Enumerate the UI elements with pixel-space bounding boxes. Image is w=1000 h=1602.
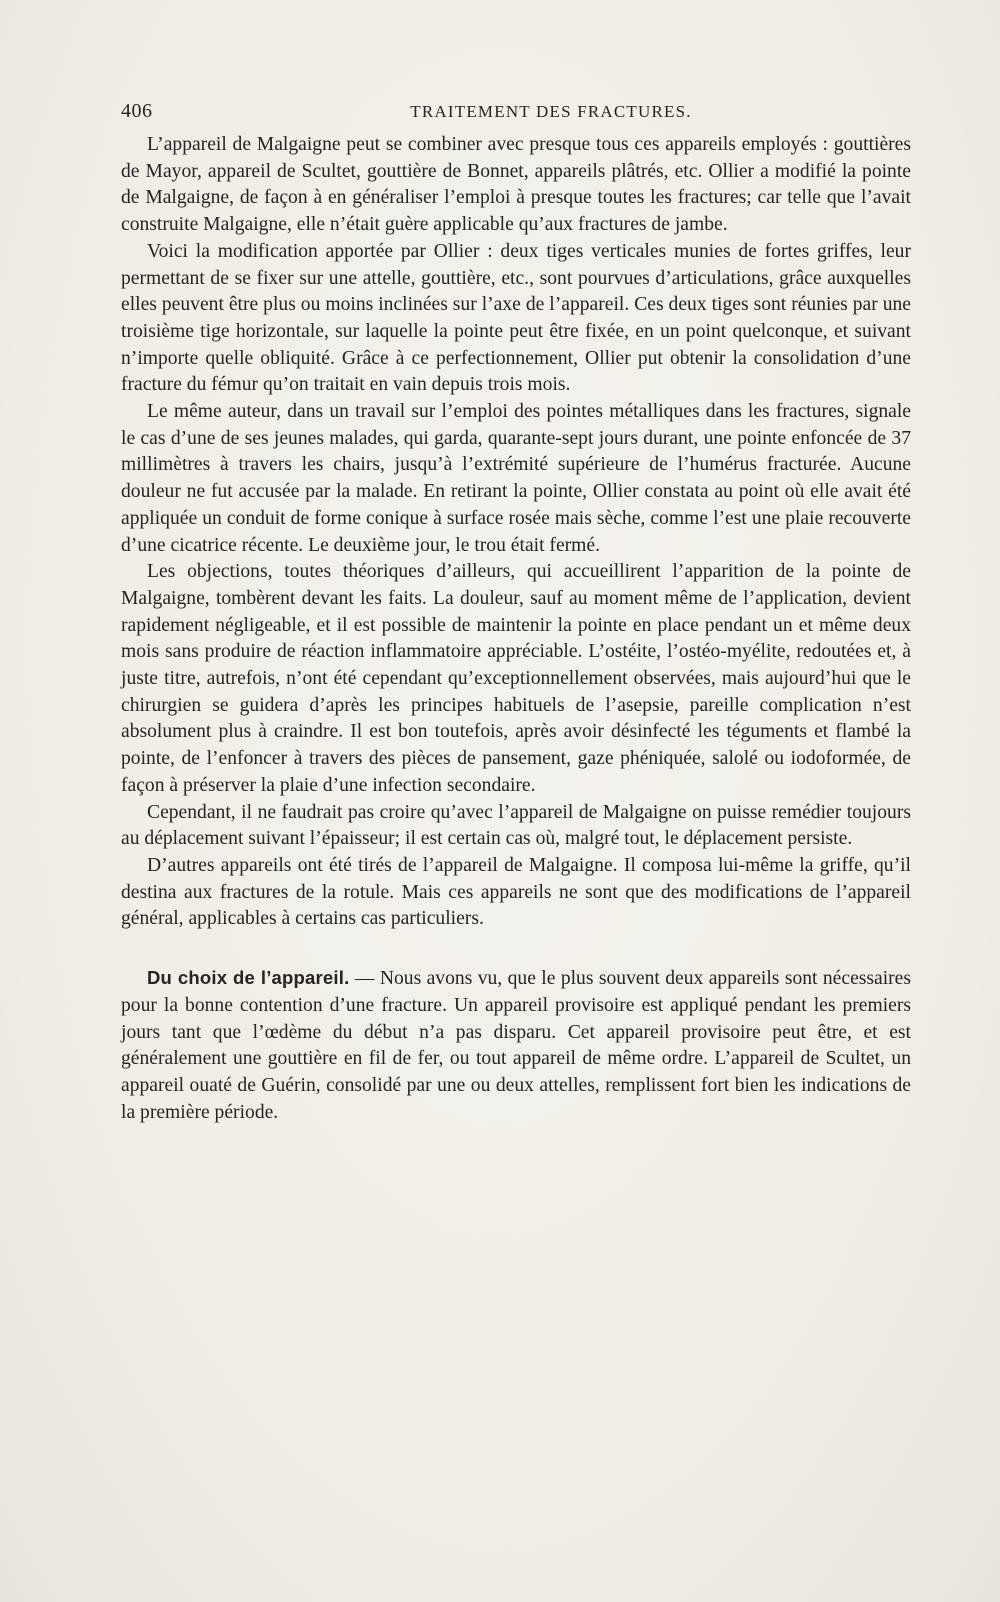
paragraph-malgaigne-combination: L’appareil de Malgaigne peut se combiner avec presque tous ces appareils employés : gouttières de Mayor, appareil de Scultet, gouttière de Bonnet, appareils plâtrés, etc. Ollier a modifié la pointe de Malgaigne, de façon à en généraliser l’emploi à presque toutes les fractures; car telle que l’avait construite Malgaigne, elle n’était guère applicable qu’aux fractures de jambe. — [121, 134, 911, 236]
section-choix-appareil — [121, 965, 911, 1126]
paragraph-ollier-case: Le même auteur, dans un travail sur l’emploi des pointes métalliques dans les fractures, signale le cas d’une de ses jeunes malades, qui garda, quarante-sept jours durant, une pointe enfoncée de 37 millimètres à travers les chairs, jusqu’à l’extrémité supérieure de l’humérus fracturée. Aucune douleur ne fut accusée par la malade. En retirant la pointe, Ollier constata au point où elle avait été appliquée un conduit de forme conique à surface rosée mais sèche, comme l’est une plaie recouverte d’une cicatrice récente. Le deuxième jour, le trou était fermé. — [121, 401, 911, 556]
running-title: TRAITEMENT DES FRACTURES. — [410, 102, 692, 121]
page-header — [121, 100, 911, 128]
section-heading: Du choix de l’appareil. — [147, 967, 350, 989]
paragraph-other-appliances: D’autres appareils ont été tirés de l’appareil de Malgaigne. Il composa lui-même la griffe, qu’il destina aux fractures de la rotule. Mais ces appareils ne sont que des modifications de l’appareil général, applicables à certains cas particuliers. — [121, 854, 911, 930]
paragraph-objections: Les objections, toutes théoriques d’ailleurs, qui accueillirent l’apparition de la pointe de Malgaigne, tombèrent devant les faits. La douleur, sauf au moment même de l’application, devient rapidement négligeable, et il est possible de maintenir la pointe en place pendant un et même deux mois sans produire de réaction inflammatoire appréciable. L’ostéite, l’ostéo-myélite, redoutées et, à juste titre, autrefois, n’ont été cependant qu’exceptionnellement observées, mais aujourd’hui que le chirurgien se guidera d’après les principes habituels de l’asepsie, pareille complication n’est absolument plus à craindre. Il est bon toutefois, après avoir désinfecté les téguments et flambé la pointe, de l’enfoncer à travers des pièces de pansement, gaze phéniquée, salolé ou iodoformée, de façon à préserver la plaie d’une infection secondaire. — [121, 561, 911, 796]
paragraph-displacement: Cependant, il ne faudrait pas croire qu’avec l’appareil de Malgaigne on puisse remédier toujours au déplacement suivant l’épaisseur; il est certain cas où, malgré tout, le déplacement persiste. — [121, 801, 911, 850]
section-text: Nous avons vu, que le plus souvent deux appareils sont nécessaires pour la bonne contention d’une fracture. Un appareil provisoire est appliqué pendant les premiers jours tant que l’œdème du début n’a pas disparu. Cet appareil provisoire peut être, et est généralement une gouttière en fil de fer, ou tout appareil de même ordre. L’appareil de Scultet, un appareil ouaté de Guérin, consolidé par une ou deux attelles, remplissent fort bien les indications de la première période. — [121, 968, 912, 1123]
paragraph-ollier-modification: Voici la modification apportée par Ollier : deux tiges verticales munies de fortes griffes, leur permettant de se fixer sur une attelle, gouttière, etc., sont pourvues d’articulations, grâce auxquelles elles peuvent être plus ou moins inclinées sur l’axe de l’appareil. Ces deux tiges sont réunies par une troisième tige horizontale, sur laquelle la pointe peut être fixée, en un point quelconque, et suivant n’importe quelle obliquité. Grâce à ce perfectionnement, Ollier put obtenir la consolidation d’une fracture du fémur qu’on traitait en vain depuis trois mois. — [121, 240, 911, 396]
body-text — [121, 132, 911, 1126]
section-gap — [121, 933, 911, 965]
section-dash: — — [349, 968, 380, 990]
page-number: 406 — [121, 100, 153, 122]
